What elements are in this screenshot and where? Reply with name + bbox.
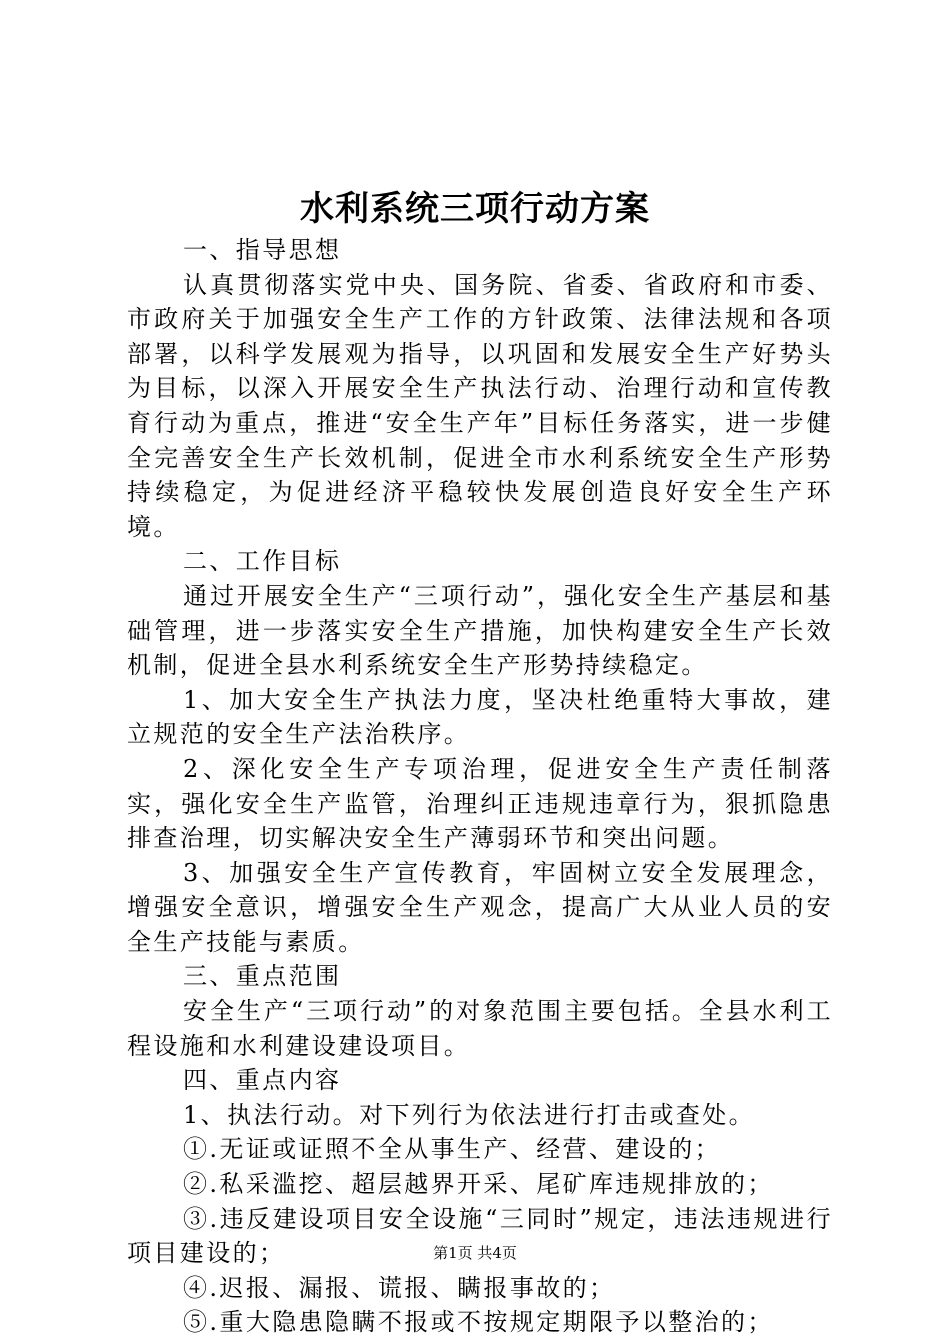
document-title: 水利系统三项行动方案	[300, 189, 650, 229]
list-item: ④.迟报、漏报、谎报、瞒报事故的；	[183, 1273, 616, 1302]
list-item: 3、加强安全生产宣传教育，牢固树立安全发展理念，增强安全意识，增强安全生产观念，提高广大从业人员的安全生产技能与素质。	[127, 858, 833, 956]
document-body	[127, 233, 833, 1340]
list-item: ②.私采滥挖、超层越界开采、尾矿库违规排放的；	[183, 1170, 774, 1199]
list-item: 2、深化安全生产专项治理，促进安全生产责任制落实，强化安全生产监管，治理纠正违规违章行为，狠抓隐患排查治理，切实解决安全生产薄弱环节和突出问题。	[127, 754, 833, 853]
paragraph: 通过开展安全生产“三项行动”，强化安全生产基层和基础管理，进一步落实安全生产措施，加快构建安全生产长效机制，促进全县水利系统安全生产形势持续稳定。	[127, 581, 833, 680]
section-heading: 二、工作目标	[183, 547, 342, 576]
list-item: 1、执法行动。对下列行为依法进行打击或查处。	[183, 1100, 756, 1129]
section-heading: 三、重点范围	[183, 962, 342, 991]
list-item: ⑤.重大隐患隐瞒不报或不按规定期限予以整治的；	[183, 1308, 774, 1337]
paragraph: 认真贯彻落实党中央、国务院、省委、省政府和市委、市政府关于加强安全生产工作的方针政策、法律法规和各项部署，以科学发展观为指导，以巩固和发展安全生产好势头为目标，以深入开展安全生产执法行动、治理行动和宣传教育行动为重点，推进“安全生产年”目标任务落实，进一步健全完善安全生产长效机制，促进全市水利系统安全生产形势持续稳定，为促进经济平稳较快发展创造良好安全生产环境。	[127, 270, 833, 541]
section-heading: 四、重点内容	[183, 1066, 342, 1095]
list-item: ③.违反建设项目安全设施“三同时”规定，违法违规进行项目建设的；	[127, 1204, 833, 1268]
section-heading: 一、指导思想	[183, 236, 342, 264]
list-item: 1、加大安全生产执法力度，坚决杜绝重特大事故，建立规范的安全生产法治秩序。	[127, 685, 833, 749]
page-footer: 第1页 共4页	[433, 1244, 517, 1262]
paragraph: 安全生产“三项行动”的对象范围主要包括。全县水利工程设施和水利建设建设项目。	[127, 997, 833, 1060]
list-item: ①.无证或证照不全从事生产、经营、建设的；	[183, 1135, 722, 1164]
